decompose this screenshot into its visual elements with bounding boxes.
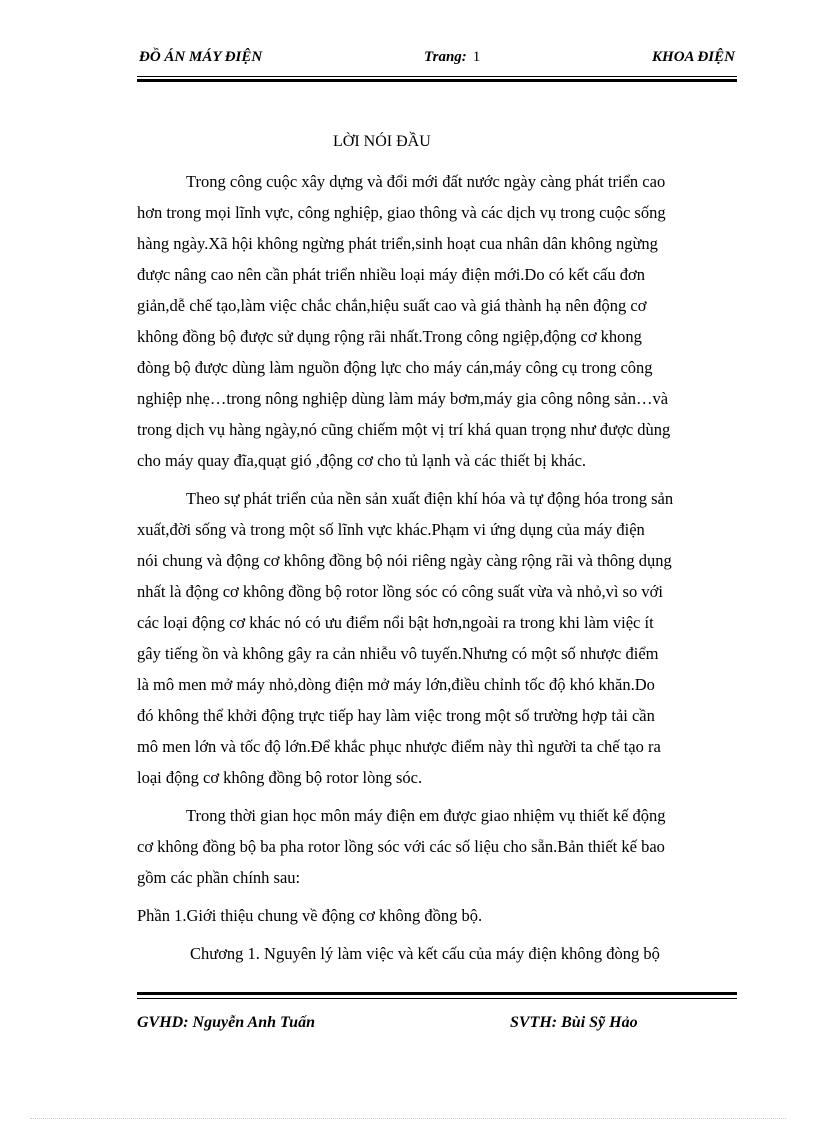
body-line: không đồng bộ được sử dụng rộng rãi nhất.Trong công ngiệp,động cơ khong [137, 327, 642, 346]
body-line: cho máy quay đĩa,quạt gió ,động cơ cho tủ lạnh và các thiết bị khác. [137, 451, 587, 470]
body-line: đòng bộ được dùng làm nguồn động lực cho máy cán,máy công cụ trong công [137, 358, 653, 377]
page-bottom-dotted-rule [30, 1118, 786, 1119]
body-line: Trong công cuộc xây dựng và đổi mới đất nước ngày càng phát triển cao [186, 172, 666, 191]
body-line: cơ không đồng bộ ba pha rotor lồng sóc với các số liệu cho sẵn.Bản thiết kế bao [137, 837, 665, 856]
footer-advisor: GVHD: Nguyễn Anh Tuấn [137, 1014, 315, 1031]
body-line: xuất,đời sống và trong một số lĩnh vực khác.Phạm vi ứng dụng của máy điện [137, 520, 645, 539]
body-line: đó không thể khởi động trực tiếp hay làm việc trong một số trường hợp tải cần [137, 706, 655, 725]
body-line: nghiệp nhẹ…trong nông nghiệp dùng làm máy bơm,máy gia công nông sản…và [137, 389, 669, 408]
body-line: gây tiếng ồn và không gây ra cản nhiễu vô tuyến.Nhưng có một số nhược điểm [137, 644, 659, 663]
body-line: gồm các phần chính sau: [137, 868, 301, 887]
body-line: loại động cơ không đồng bộ rotor lòng sóc. [137, 768, 423, 787]
footer-rule-thick [137, 992, 737, 995]
page-label: Trang: [424, 49, 467, 65]
header-right: KHOA ĐIỆN [652, 49, 735, 65]
body-line: nhất là động cơ không đồng bộ rotor lồng sóc có công suất vừa và nhỏ,vì so với [137, 582, 663, 601]
body-line: hàng ngày.Xã hội không ngừng phát triển,sinh hoạt cua nhân dân không ngừng [137, 234, 658, 253]
body-line: mô men lớn và tốc độ lớn.Để khắc phục nhược điểm này thì người ta chế tạo ra [137, 737, 661, 756]
body-line: các loại động cơ khác nó có ưu điểm nổi bật hơn,ngoài ra trong khi làm việc ít [137, 613, 654, 632]
body-line: Trong thời gian học môn máy điện em được giao nhiệm vụ thiết kế động [186, 806, 666, 825]
body-line: trong dịch vụ hàng ngày,nó cũng chiếm một vị trí khá quan trọng như được dùng [137, 420, 671, 439]
header-rule-thin [137, 76, 737, 77]
body-line: Theo sự phát triển của nền sản xuất điện khí hóa và tự động hóa trong sản [186, 489, 674, 508]
section-heading: Phần 1.Giới thiệu chung về động cơ không đồng bộ. [137, 906, 483, 925]
header-left: ĐỒ ÁN MÁY ĐIỆN [139, 49, 263, 65]
body-line: giản,dễ chế tạo,làm việc chắc chắn,hiệu suất cao và giá thành hạ nên động cơ [137, 296, 647, 315]
body-line: được nâng cao nên cần phát triển nhiều loại máy điện mới.Do có kết cấu đơn [137, 265, 645, 284]
footer-rule-thin [137, 998, 737, 999]
body-line: hơn trong mọi lĩnh vực, công nghiệp, giao thông và các dịch vụ trong cuộc sống [137, 203, 666, 222]
header-page [424, 49, 480, 66]
body-line: nói chung và động cơ không đồng bộ nói riêng ngày càng rộng rãi và thông dụng [137, 551, 672, 570]
page-title: LỜI NÓI ĐẦU [333, 133, 431, 150]
footer-student: SVTH: Bùi Sỹ Hảo [510, 1014, 638, 1031]
page-number: 1 [472, 49, 481, 65]
header-rule-thick [137, 79, 737, 82]
chapter-heading: Chương 1. Nguyên lý làm việc và kết cấu của máy điện không đòng bộ [190, 944, 660, 963]
body-line: là mô men mở máy nhỏ,dòng điện mở máy lớn,điều chỉnh tốc độ khó khăn.Do [137, 675, 655, 694]
